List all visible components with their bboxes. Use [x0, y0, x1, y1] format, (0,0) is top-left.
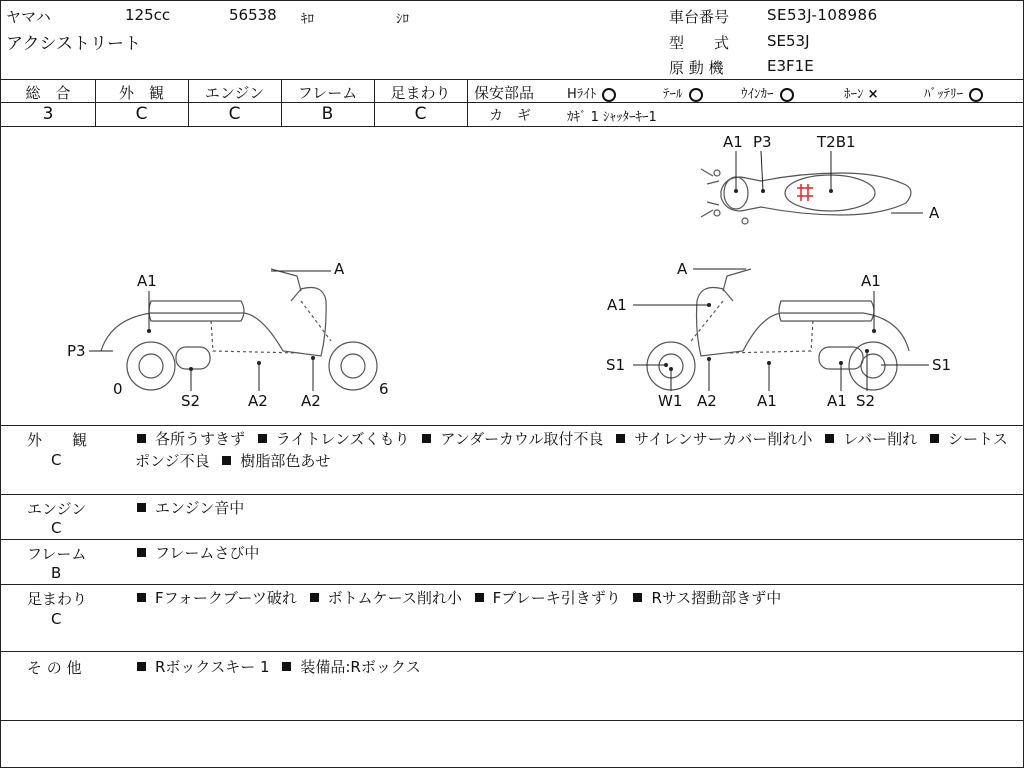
- key-value: ｶｷﾞ 1 ｼｬｯﾀｰｷｰ1: [567, 110, 657, 125]
- remark-other-category: そ の 他: [27, 659, 82, 677]
- divider: [1, 539, 1023, 540]
- remark-item: 樹脂部色あせ: [240, 452, 331, 470]
- grade-frame-value: B: [321, 104, 334, 124]
- diagram-label: A1: [723, 133, 743, 151]
- ok-circle-icon: [780, 88, 794, 102]
- remark-item: 装備品:Rボックス: [300, 658, 421, 676]
- bullet-square-icon: [137, 434, 146, 443]
- divider: [1, 720, 1023, 721]
- engine-model-value: E3F1E: [767, 57, 814, 75]
- type-value: SE53J: [767, 32, 810, 50]
- remark-item: フレームさび中: [155, 544, 260, 562]
- bullet-square-icon: [930, 434, 939, 443]
- bullet-square-icon: [422, 434, 431, 443]
- safety-tail: [663, 83, 703, 102]
- bullet-square-icon: [825, 434, 834, 443]
- remark-frame-notes: [135, 542, 1015, 564]
- diagram-label: P3: [67, 342, 86, 360]
- remark-item: ボトムケース削れ小: [327, 589, 462, 607]
- label-leaders: [89, 151, 929, 391]
- leader-dots: [147, 189, 876, 371]
- diagram-label: S2: [181, 392, 201, 410]
- remark-item: シートスポンジ不良: [135, 430, 1008, 470]
- displacement: 125cc: [125, 6, 171, 24]
- grade-overall-label: 総 合: [25, 84, 71, 102]
- remark-suspension-category: 足まわり: [27, 590, 88, 608]
- bullet-square-icon: [282, 662, 291, 671]
- safety-headlight-label: Hﾗｲﾄ: [567, 87, 597, 102]
- diagram-label: T2B1: [817, 133, 856, 151]
- safety-horn: [844, 83, 879, 102]
- remark-item: 各所うすきず: [155, 430, 246, 448]
- diagram-label: A: [929, 204, 940, 222]
- diagram-label: A1: [757, 392, 777, 410]
- divider: [1, 494, 1023, 495]
- chassis-label: 車台番号: [669, 8, 730, 26]
- safety-headlight: [567, 83, 616, 102]
- damage-diagram: [1, 127, 1023, 425]
- grade-exterior-label: 外 観: [118, 84, 164, 102]
- bullet-square-icon: [137, 593, 146, 602]
- remark-engine-notes: [135, 497, 1015, 519]
- remark-exterior-notes: [135, 428, 1015, 472]
- remark-suspension-grade: C: [51, 610, 62, 628]
- diagram-label: W1: [658, 392, 683, 410]
- model-name: アクシストリート: [6, 34, 141, 54]
- key-label: カ ギ: [489, 108, 531, 124]
- remark-exterior-category: 外 観: [27, 431, 88, 449]
- divider: [1, 651, 1023, 652]
- remark-item: Rサス摺動部きず中: [651, 589, 782, 607]
- diagram-label: S1: [606, 356, 626, 374]
- diagram-label: 0: [113, 380, 123, 398]
- diagram-label: A1: [827, 392, 847, 410]
- safety-battery-label: ﾊﾞｯﾃﾘｰ: [924, 87, 963, 102]
- bullet-square-icon: [310, 593, 319, 602]
- remark-item: ライトレンズくもり: [275, 430, 410, 448]
- grade-exterior-value: C: [135, 104, 148, 124]
- diagram-label: A1: [607, 296, 627, 314]
- maker: ヤマハ: [6, 8, 51, 26]
- remark-frame-category: フレーム: [27, 545, 87, 563]
- remark-item: レバー削れ: [843, 430, 918, 448]
- safety-winker: [741, 83, 794, 102]
- diagram-label: P3: [753, 133, 772, 151]
- bullet-square-icon: [222, 456, 231, 465]
- remark-engine-category: エンジン: [27, 500, 87, 518]
- chassis-value: SE53J-108986: [767, 6, 878, 24]
- grade-engine-value: C: [228, 104, 241, 124]
- safety-battery: [924, 83, 983, 102]
- scratch-hash-mark: [797, 184, 813, 201]
- ok-circle-icon: [689, 88, 703, 102]
- divider: [1, 79, 1023, 80]
- remark-item: サイレンサーカバー削れ小: [634, 430, 813, 448]
- type-label: 型 式: [669, 34, 730, 52]
- diagram-label: A: [334, 260, 345, 278]
- ok-circle-icon: [969, 88, 983, 102]
- diagram-label: A1: [861, 272, 881, 290]
- bullet-square-icon: [633, 593, 642, 602]
- diagram-label: A2: [248, 392, 268, 410]
- bullet-square-icon: [137, 503, 146, 512]
- ok-circle-icon: [602, 88, 616, 102]
- bullet-square-icon: [475, 593, 484, 602]
- divider: [1, 584, 1023, 585]
- grade-suspension-value: C: [414, 104, 427, 124]
- bullet-square-icon: [616, 434, 625, 443]
- remark-other-notes: [135, 656, 1015, 678]
- remark-item: エンジン音中: [155, 499, 245, 517]
- safety-horn-label: ﾎｰﾝ: [844, 87, 864, 102]
- engine-model-label: 原 動 機: [669, 59, 724, 77]
- safety-label: 保安部品: [474, 84, 535, 102]
- diagram-label: A2: [697, 392, 717, 410]
- remark-item: Rボックスキー 1: [155, 658, 270, 676]
- grade-engine-label: エンジン: [204, 84, 265, 102]
- safety-tail-label: ﾃｰﾙ: [663, 87, 683, 102]
- diagram-label: 6: [379, 380, 389, 398]
- remark-item: Fフォークブーツ破れ: [155, 589, 297, 607]
- ng-cross-icon: ×: [867, 87, 879, 102]
- remark-item: アンダーカウル取付不良: [440, 430, 604, 448]
- mileage: 56538: [229, 6, 277, 24]
- diagram-label: A1: [137, 272, 157, 290]
- remark-engine-grade: C: [51, 519, 62, 537]
- remark-frame-grade: B: [51, 564, 62, 582]
- remark-exterior-grade: C: [51, 451, 62, 469]
- divider: [1, 425, 1023, 426]
- diagram-label: A2: [301, 392, 321, 410]
- remark-suspension-notes: [135, 587, 1015, 609]
- color: ｼﾛ: [396, 12, 409, 27]
- diagram-label: S2: [856, 392, 876, 410]
- bullet-square-icon: [137, 662, 146, 671]
- grade-frame-label: フレーム: [297, 84, 358, 102]
- grade-overall-value: 3: [42, 104, 54, 124]
- grade-suspension-label: 足まわり: [390, 84, 451, 102]
- remark-item: Fブレーキ引きずり: [492, 589, 621, 607]
- mileage-unit: ｷﾛ: [301, 12, 314, 27]
- bullet-square-icon: [258, 434, 267, 443]
- diagram-label: A: [677, 260, 688, 278]
- bullet-square-icon: [137, 548, 146, 557]
- diagram-label: S1: [932, 356, 952, 374]
- safety-winker-label: ｳｲﾝｶｰ: [741, 87, 774, 102]
